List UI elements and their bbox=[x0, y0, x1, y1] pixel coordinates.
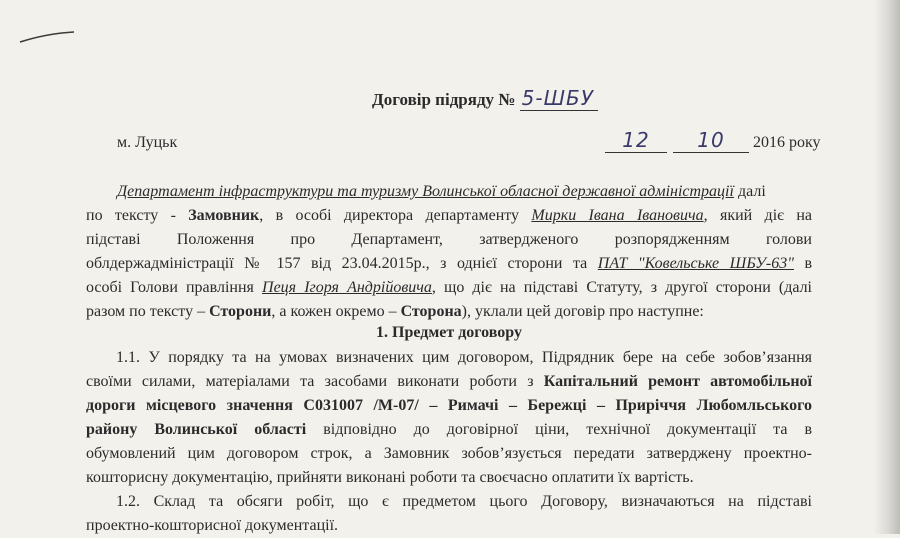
intro-paragraph bbox=[86, 180, 812, 324]
date-year: 2016 року bbox=[753, 134, 821, 151]
contract-number-handwritten: 5-ШБУ bbox=[520, 86, 598, 111]
customer-name: Департамент інфраструктури та туризму Волинської обласної державної адміністрації bbox=[117, 183, 734, 200]
clause-text: своїми силами, матеріалами та засобами виконати роботи з bbox=[86, 373, 544, 390]
clause-1-1 bbox=[86, 346, 812, 490]
document-title bbox=[372, 86, 598, 110]
clause-text: відповідно до договірної ціни, технічної документації та в bbox=[306, 421, 812, 438]
date-day-handwritten: 12 bbox=[622, 128, 650, 152]
city-label: м. Луцьк bbox=[117, 134, 178, 151]
page-edge-shadow bbox=[874, 0, 900, 534]
works-name: району Волинської області bbox=[86, 421, 307, 438]
pen-mark-icon bbox=[18, 28, 78, 48]
clause-text: проектно-кошторисної документації. bbox=[86, 517, 339, 534]
intro-text: облдержадміністрації № 157 від 23.04.2015р., з однієї сторони та bbox=[86, 255, 598, 272]
intro-text: разом по тексту – bbox=[86, 303, 210, 320]
section-1-title: 1. Предмет договору bbox=[376, 324, 522, 341]
head-name: Пеця Ігоря Андрійовича bbox=[262, 279, 432, 296]
clause-text: обумовлений цим договором строк, а Замовник зобов’язується передати затверджену проектно- bbox=[86, 445, 812, 462]
clause-1-2 bbox=[86, 490, 812, 538]
intro-text: , а кожен окремо – bbox=[271, 303, 401, 320]
intro-text: по тексту - bbox=[86, 207, 189, 224]
clause-text: кошторисну документацію, прийняти виконані роботи та своєчасно оплатити їх вартість. bbox=[86, 469, 694, 486]
director-name: Мирки Івана Івановича bbox=[531, 207, 704, 224]
intro-text: в bbox=[793, 255, 812, 272]
intro-text: далі bbox=[737, 183, 766, 200]
side-label: Сторона bbox=[400, 303, 462, 320]
contract-date bbox=[605, 128, 821, 153]
intro-text: , в особі директора департаменту bbox=[259, 207, 532, 224]
clause-text: 1.1. У порядку та на умовах визначених цим договором, Підрядник бере на себе зобов’язання bbox=[116, 349, 812, 366]
contractor-name: ПАТ "Ковельське ШБУ-63" bbox=[597, 255, 794, 272]
works-name: Капітальний ремонт автомобільної bbox=[543, 373, 812, 390]
clause-text: 1.2. Склад та обсяги робіт, що є предметом цього Договору, визначаються на підставі bbox=[116, 493, 812, 510]
intro-text: , що діє на підставі Статуту, з другої сторони (далі bbox=[431, 279, 813, 296]
intro-text: особі Голови правління bbox=[86, 279, 263, 296]
date-month-handwritten: 10 bbox=[697, 128, 725, 152]
intro-text: підставі Положення про Департамент, затвердженого розпорядженням голови bbox=[86, 231, 812, 248]
works-name: дороги місцевого значення С031007 /М-07/ – Римачі – Бережці – Приріччя Любомльського bbox=[86, 397, 812, 414]
customer-label: Замовник bbox=[188, 207, 260, 224]
sides-label: Сторони bbox=[209, 303, 272, 320]
intro-text: , який діє на bbox=[703, 207, 813, 224]
intro-text: ), уклали цей договір про наступне: bbox=[461, 303, 704, 320]
title-prefix: Договір підряду № bbox=[372, 90, 516, 109]
